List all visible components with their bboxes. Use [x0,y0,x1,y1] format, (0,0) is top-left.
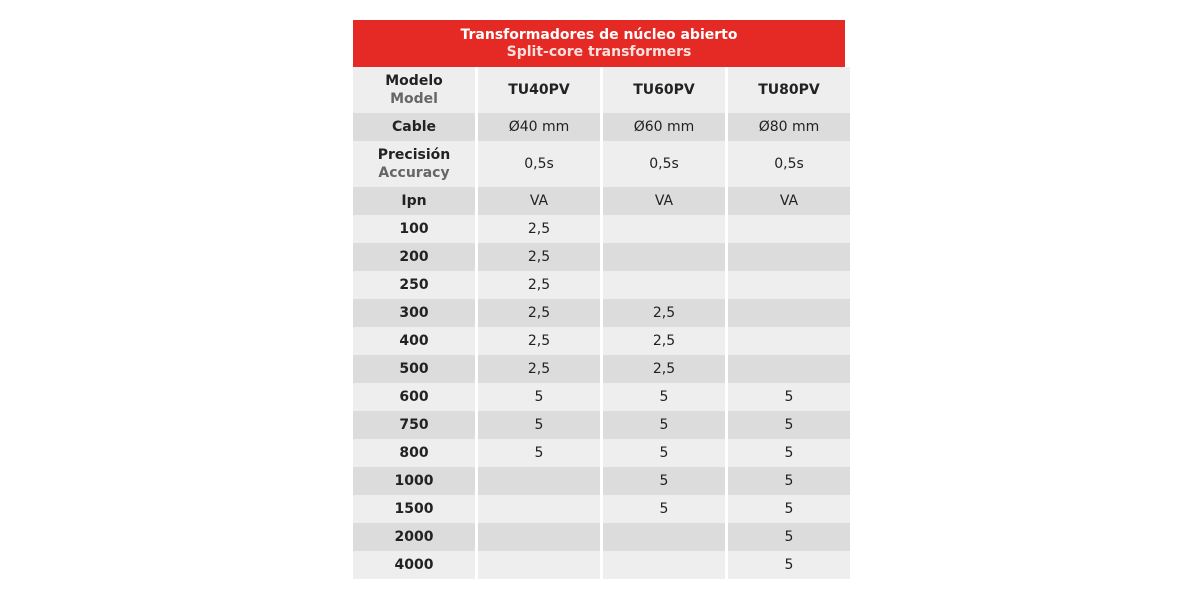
accuracy-label: Precisión [377,147,451,163]
accuracy-label-en: Accuracy [378,165,450,181]
ipn-value-cell: 100 [353,215,475,243]
va-value-cell: 5 [728,439,850,467]
ipn-value-cell: 400 [353,327,475,355]
table-row [353,327,845,355]
va-value-cell [603,215,725,243]
accuracy-label-cell [353,141,475,187]
va-value-cell: 5 [728,467,850,495]
ipn-value-cell: 500 [353,355,475,383]
unit-cell: VA [603,187,725,215]
va-value-cell [478,523,600,551]
va-value-cell: 2,5 [478,271,600,299]
ipn-value-cell: 1000 [353,467,475,495]
ipn-value-cell: 4000 [353,551,475,579]
ipn-label: Ipn [353,187,475,215]
cable-cell: Ø80 mm [728,113,850,141]
table-row [353,411,845,439]
va-value-cell [478,467,600,495]
table-row [353,355,845,383]
cable-row [353,113,845,141]
va-value-cell: 5 [728,383,850,411]
va-value-cell [603,551,725,579]
va-value-cell: 2,5 [603,299,725,327]
split-core-transformers-table [353,20,845,579]
table-row [353,551,845,579]
model-label: Modelo [385,73,443,89]
table-row [353,215,845,243]
ipn-value-cell: 800 [353,439,475,467]
va-value-cell: 5 [728,551,850,579]
cable-cell: Ø60 mm [603,113,725,141]
va-value-cell [603,271,725,299]
va-value-cell: 5 [478,439,600,467]
ipn-value-cell: 600 [353,383,475,411]
cable-label: Cable [353,113,475,141]
va-value-cell: 2,5 [603,327,725,355]
cable-cell: Ø40 mm [478,113,600,141]
table-title: Transformadores de núcleo abierto [460,26,738,43]
va-value-cell: 5 [603,495,725,523]
va-value-cell: 2,5 [478,215,600,243]
ipn-row [353,187,845,215]
va-value-cell: 5 [728,495,850,523]
va-value-cell [728,215,850,243]
table-subtitle: Split-core transformers [506,43,692,60]
accuracy-row [353,141,845,187]
va-value-cell [603,243,725,271]
va-value-cell: 5 [603,383,725,411]
accuracy-cell: 0,5s [603,141,725,187]
va-value-cell: 5 [603,439,725,467]
table-body [353,215,845,579]
va-value-cell: 5 [728,523,850,551]
va-value-cell [728,327,850,355]
ipn-value-cell: 1500 [353,495,475,523]
va-value-cell: 2,5 [478,355,600,383]
va-value-cell [603,523,725,551]
table-row [353,523,845,551]
va-value-cell: 5 [478,411,600,439]
model-cell: TU40PV [478,67,600,113]
table-row [353,243,845,271]
model-label-cell [353,67,475,113]
table-row [353,495,845,523]
accuracy-cell: 0,5s [728,141,850,187]
ipn-value-cell: 2000 [353,523,475,551]
va-value-cell: 5 [603,467,725,495]
va-value-cell [728,299,850,327]
table-row [353,383,845,411]
va-value-cell [728,355,850,383]
va-value-cell: 5 [603,411,725,439]
model-cell: TU80PV [728,67,850,113]
va-value-cell [728,271,850,299]
table-row [353,439,845,467]
va-value-cell: 2,5 [478,327,600,355]
ipn-value-cell: 200 [353,243,475,271]
table-row [353,271,845,299]
ipn-value-cell: 300 [353,299,475,327]
accuracy-cell: 0,5s [478,141,600,187]
va-value-cell [728,243,850,271]
ipn-value-cell: 250 [353,271,475,299]
va-value-cell [478,551,600,579]
unit-cell: VA [478,187,600,215]
table-header [353,20,845,67]
table-row [353,467,845,495]
model-row [353,67,845,113]
ipn-value-cell: 750 [353,411,475,439]
va-value-cell [478,495,600,523]
model-cell: TU60PV [603,67,725,113]
model-label-en: Model [390,91,438,107]
va-value-cell: 5 [728,411,850,439]
va-value-cell: 2,5 [478,299,600,327]
va-value-cell: 5 [478,383,600,411]
va-value-cell: 2,5 [603,355,725,383]
va-value-cell: 2,5 [478,243,600,271]
unit-cell: VA [728,187,850,215]
table-row [353,299,845,327]
